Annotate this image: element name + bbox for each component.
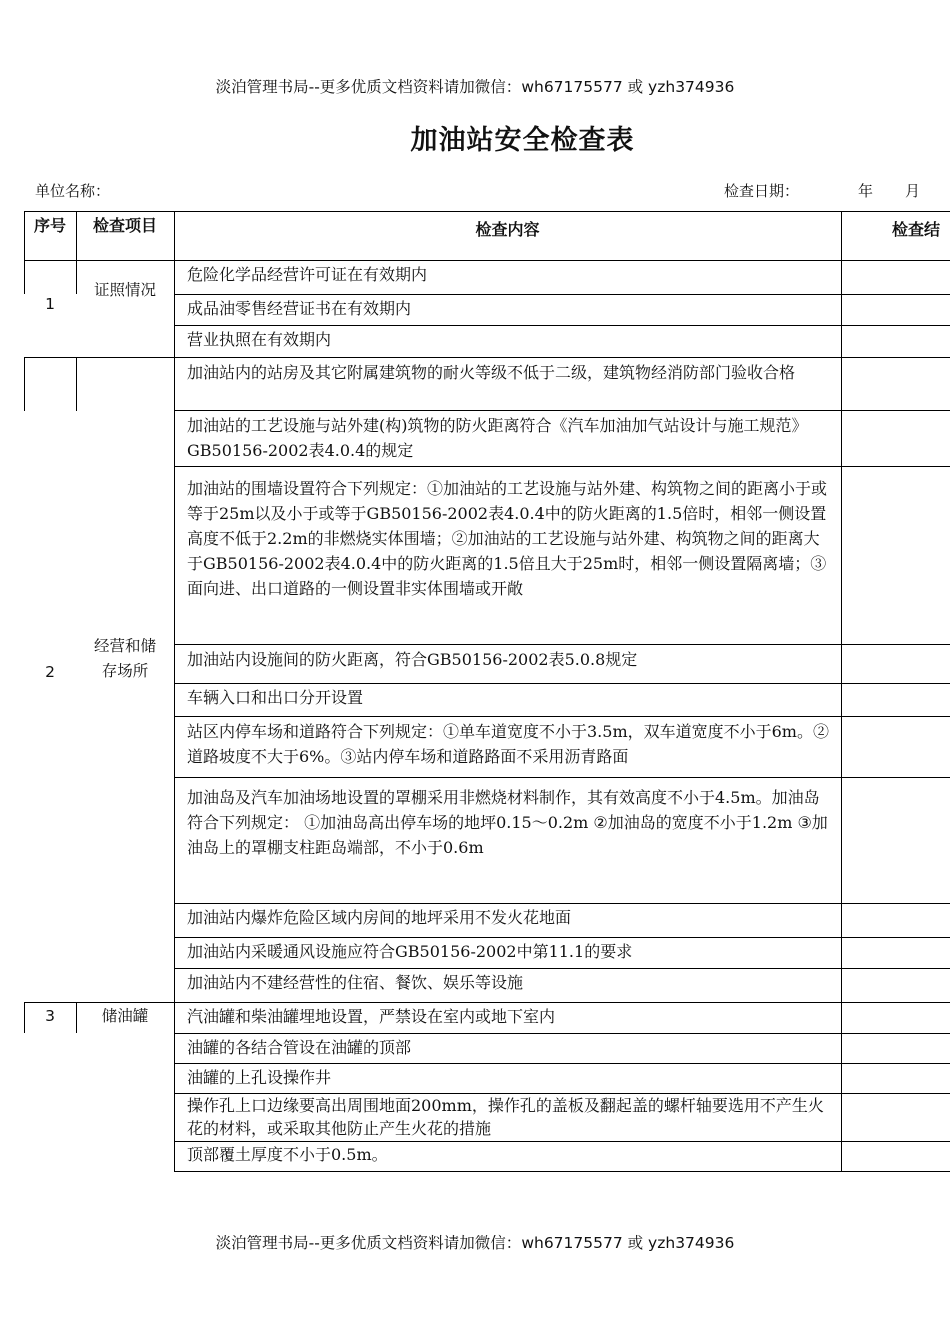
col-border <box>76 211 77 294</box>
table-row-content: 操作孔上口边缘要高出周围地面200mm，操作孔的盖板及翻起盖的螺杆轴要选用不产生火花的材料，或采取其他防止产生火花的措施 <box>187 1096 824 1138</box>
group-item: 证照情况 <box>93 281 156 299</box>
table-row-content: 成品油零售经营证书在有效期内 <box>187 299 412 318</box>
row-divider <box>174 325 950 326</box>
month-label: 月 <box>905 182 921 200</box>
year-label: 年 <box>858 182 874 200</box>
table-row-content: 站区内停车场和道路符合下列规定：①单车道宽度不小于3.5m，双车道宽度不小于6m。②道路坡度不大于6%。③站内停车场和道路路面不采用沥青路面 <box>187 722 829 766</box>
col-border <box>76 357 77 411</box>
table-border-bottom <box>174 1171 950 1172</box>
group-seq: 1 <box>45 295 55 313</box>
table-row-content: 加油站的围墙设置符合下列规定：①加油站的工艺设施与站外建、构筑物之间的距离小于或等于25m以及小于或等于GB50156-2002表4.0.4中的防火距离的1.5倍时，相邻一侧设置高度不低于2.2m的非燃烧实体围墙；②加油站的工艺设施与站外建、构筑物之间的距离大于GB50156-2002表4.0.4中的防火距离的1.5倍且大于25m时，相邻一侧设置隔离墙；③面向进、出口道路的一侧设置非实体围墙或开敞 <box>187 479 828 598</box>
row-divider <box>174 777 950 778</box>
row-divider <box>174 937 950 938</box>
row-divider <box>174 1033 950 1034</box>
page-header-text: 淡泊管理书局--更多优质文档资料请加微信：wh67175577 或 yzh374936 <box>215 78 735 96</box>
table-row-content: 油罐的上孔设操作井 <box>187 1068 332 1087</box>
group-item: 经营和储存场所 <box>93 637 156 680</box>
row-divider <box>174 294 950 295</box>
row-divider <box>174 903 950 904</box>
row-divider <box>174 683 950 684</box>
table-border-top <box>24 211 950 212</box>
header-item: 检查项目 <box>92 216 157 235</box>
unit-name-label: 单位名称： <box>35 182 111 200</box>
table-row-content: 加油站内爆炸危险区域内房间的地坪采用不发火花地面 <box>187 908 572 927</box>
header-content: 检查内容 <box>475 220 540 239</box>
row-divider <box>174 716 950 717</box>
header-seq: 序号 <box>33 216 66 235</box>
col-border <box>841 211 842 1172</box>
row-divider <box>174 1063 950 1064</box>
table-row-content: 营业执照在有效期内 <box>187 330 332 349</box>
table-row-content: 加油岛及汽车加油场地设置的罩棚采用非燃烧材料制作，其有效高度不小于4.5m。加油岛符合下列规定： ①加油岛高出停车场的地坪0.15～0.2m ②加油岛的宽度不小于1.2m ③加油岛上的罩棚支柱距岛端部，不小于0.6m <box>187 788 828 857</box>
table-row-content: 汽油罐和柴油罐埋地设置，严禁设在室内或地下室内 <box>187 1007 556 1026</box>
table-header-bottom <box>24 260 950 261</box>
group-seq: 2 <box>45 663 55 681</box>
col-border <box>76 1002 77 1033</box>
group-item: 储油罐 <box>101 1007 149 1025</box>
table-row-content: 危险化学品经营许可证在有效期内 <box>187 265 428 284</box>
table-row-content: 加油站内不建经营性的住宿、餐饮、娱乐等设施 <box>187 973 524 992</box>
table-row-content: 油罐的各结合管设在油罐的顶部 <box>187 1038 412 1057</box>
table-row-content: 顶部覆土厚度不小于0.5m。 <box>187 1145 388 1164</box>
row-divider <box>174 644 950 645</box>
page-footer-text: 淡泊管理书局--更多优质文档资料请加微信：wh67175577 或 yzh374936 <box>215 1234 735 1252</box>
group-divider <box>24 1002 950 1003</box>
table-row-content: 加油站内设施间的防火距离，符合GB50156-2002表5.0.8规定 <box>187 650 638 669</box>
check-date-label: 检查日期： <box>724 182 800 200</box>
table-row-content: 加油站内采暖通风设施应符合GB50156-2002中第11.1的要求 <box>187 942 633 961</box>
page-title: 加油站安全检查表 <box>410 125 635 156</box>
table-row-content: 加油站内的站房及其它附属建筑物的耐火等级不低于二级，建筑物经消防部门验收合格 <box>187 363 796 382</box>
col-border <box>174 211 175 1172</box>
table-row-content: 车辆入口和出口分开设置 <box>187 688 364 707</box>
col-border <box>24 357 25 411</box>
group-seq: 3 <box>45 1007 55 1025</box>
header-result: 检查结 <box>892 220 941 239</box>
table-row-content: 加油站的工艺设施与站外建(构)筑物的防火距离符合《汽车加油加气站设计与施工规范》GB50156-2002表4.0.4的规定 <box>187 416 808 460</box>
row-divider <box>174 968 950 969</box>
group-divider <box>24 357 950 358</box>
row-divider <box>174 410 950 411</box>
row-divider <box>174 466 950 467</box>
col-border <box>24 211 25 294</box>
